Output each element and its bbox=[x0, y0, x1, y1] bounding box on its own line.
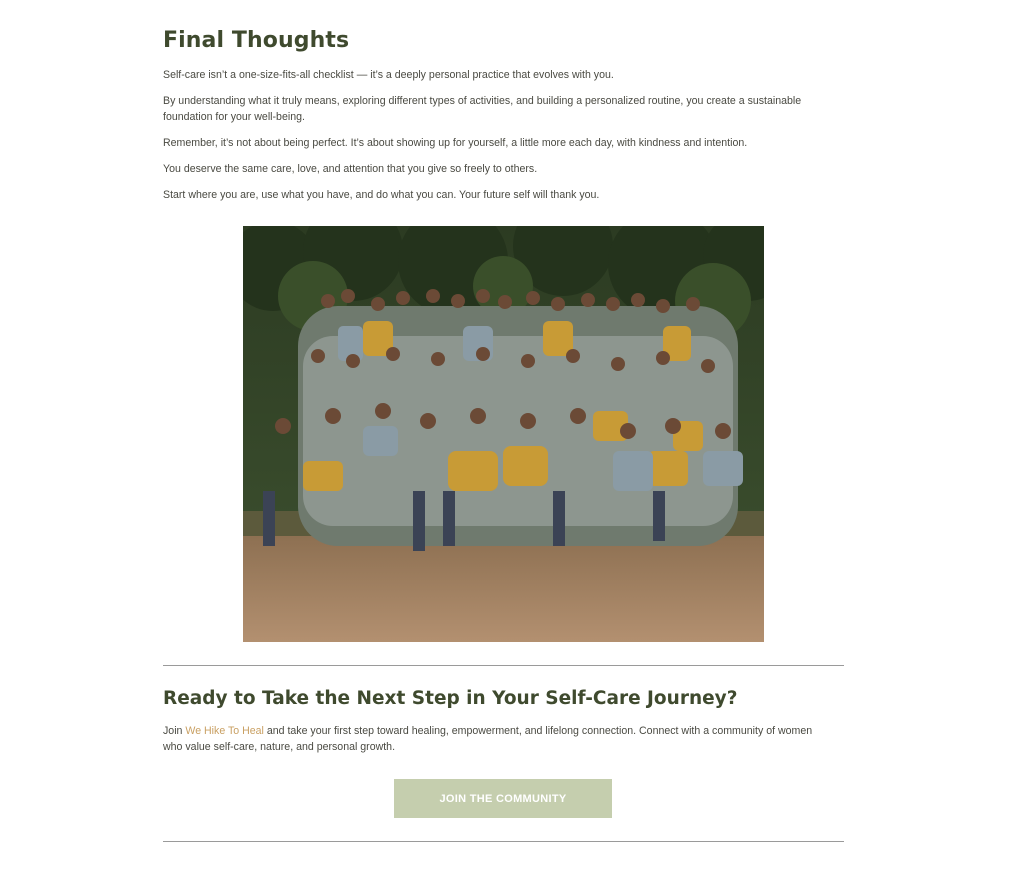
paragraph: Start where you are, use what you have, and do what you can. Your future self will thank you. bbox=[163, 189, 600, 201]
group-photo bbox=[243, 226, 764, 642]
divider bbox=[163, 665, 844, 666]
cta-heading: Ready to Take the Next Step in Your Self-Care Journey? bbox=[163, 688, 738, 709]
paragraph: You deserve the same care, love, and attention that you give so freely to others. bbox=[163, 163, 538, 175]
paragraph: Remember, it’s not about being perfect. It’s about showing up for yourself, a little more each day, with kindness and intention. bbox=[163, 137, 748, 149]
cta-text bbox=[163, 723, 833, 755]
section-title: Final Thoughts bbox=[163, 28, 350, 53]
divider bbox=[163, 841, 844, 842]
cta-text-rest: and take your first step toward healing, empowerment, and lifelong connection. Connect with a community of women who value self-care, nature, and personal growth. bbox=[163, 725, 813, 753]
join-community-button[interactable]: JOIN THE COMMUNITY bbox=[394, 779, 612, 818]
paragraph: Self-care isn’t a one-size-fits-all checklist — it’s a deeply personal practice that evolves with you. bbox=[163, 69, 614, 81]
paragraph: By understanding what it truly means, exploring different types of activities, and building a personalized routine, you create a sustainable foundation for your well-being. bbox=[163, 95, 802, 123]
we-hike-to-heal-link[interactable]: We Hike To Heal bbox=[185, 725, 264, 737]
cta-text-lead: Join bbox=[163, 725, 186, 737]
